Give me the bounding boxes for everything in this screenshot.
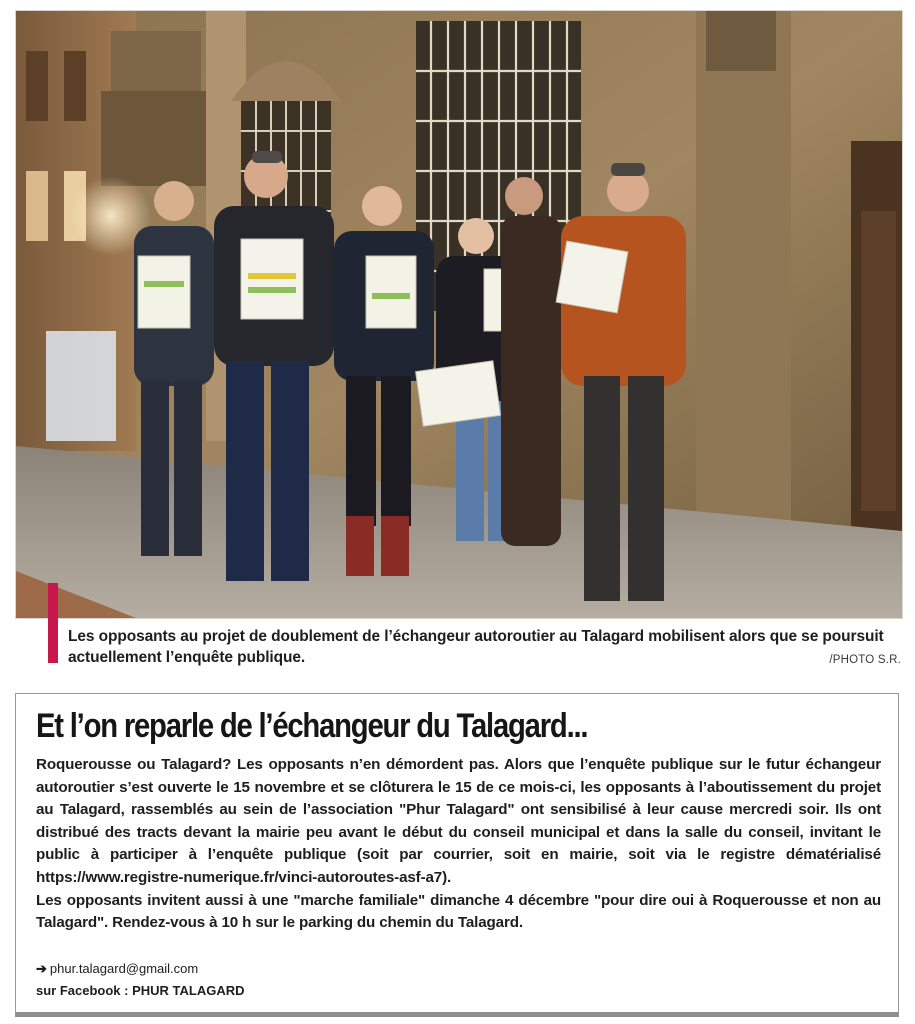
article-box	[15, 693, 899, 1017]
email-line	[36, 958, 245, 980]
photo-credit: /PHOTO S.R.	[829, 654, 901, 666]
photo-illustration	[16, 11, 902, 618]
article-contact	[36, 958, 245, 1002]
arrow-icon: ➔	[36, 961, 47, 976]
article-body	[36, 754, 881, 935]
news-photo	[15, 10, 903, 619]
caption-accent-bar	[48, 583, 58, 663]
article-paragraph-2: Les opposants invitent aussi à une "marche familiale" dimanche 4 décembre "pour dire oui à Roquerousse et non au Talagard". Rendez-vous à 10 h sur le parking du chemin du Talagard.	[36, 891, 881, 932]
email-link[interactable]: phur.talagard@gmail.com	[49, 961, 199, 976]
photo-caption: Les opposants au projet de doublement de l’échangeur autoroutier au Talagard mobilisent alors que se poursuit actuellement l’enquête publique.	[68, 628, 884, 666]
facebook-line[interactable]: sur Facebook : PHUR TALAGARD	[36, 983, 245, 998]
article-paragraph-1: Roquerousse ou Talagard? Les opposants n’en démordent pas. Alors que l’enquête publique sur le futur échangeur autoroutier s’est ouverte le 15 novembre et se clôturera le 15 de ce mois-ci, les opposants à l’aboutissement du projet au Talagard, rassemblés au sein de l’association "Phur Talagard" ont sensibilisé à leur cause mercredi soir. Ils ont distribué des tracts devant la mairie peu avant le début du conseil municipal et dans la salle du conseil, invitant le public à participer à l’enquête publique (soit par courrier, soit en mairie, soit via le registre dématérialisé https://www.registre-numerique.fr/vinci-autoroutes-asf-a7).	[36, 756, 881, 886]
article-headline: Et l’on reparle de l’échangeur du Talagard...	[36, 707, 588, 745]
